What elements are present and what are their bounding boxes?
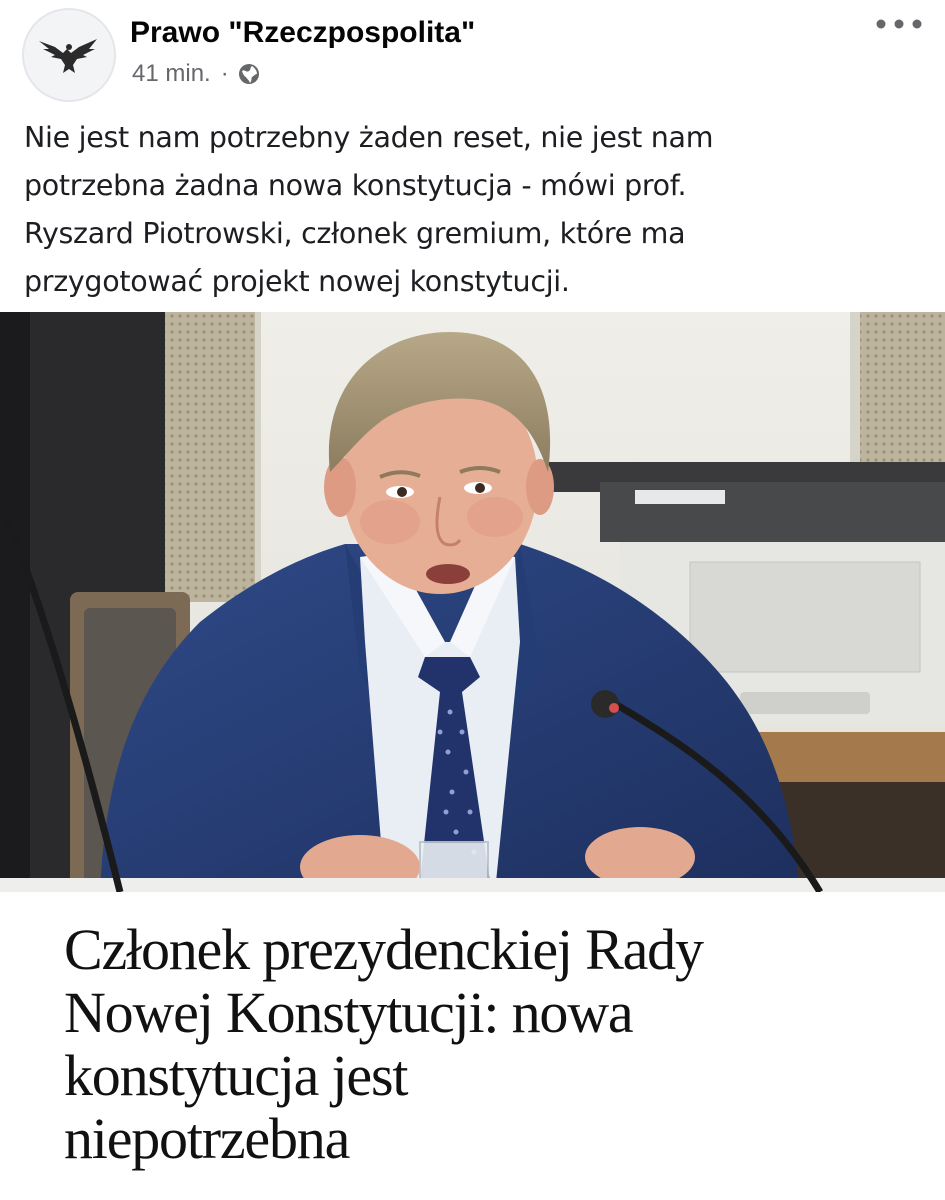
link-headline[interactable] [64, 918, 924, 1170]
post-text-line: Nie jest nam potrzebny żaden reset, nie jest nam [24, 121, 714, 154]
more-horizontal-icon [873, 18, 925, 30]
post-meta [132, 60, 261, 88]
headline-line: konstytucja jest [64, 1043, 408, 1108]
link-preview-image[interactable] [0, 312, 945, 892]
post-timestamp[interactable]: 41 min. [132, 60, 211, 87]
more-options-button[interactable] [871, 6, 927, 42]
meta-separator: · [220, 60, 229, 87]
page-avatar[interactable] [22, 8, 116, 102]
post-text-line: Ryszard Piotrowski, członek gremium, które ma [24, 217, 686, 250]
post-header [0, 0, 945, 115]
headline-line: niepotrzebna [64, 1106, 350, 1171]
post-text-line: przygotować projekt nowej konstytucji. [24, 265, 570, 298]
page-name-link[interactable]: Prawo "Rzeczpospolita" [130, 16, 476, 49]
globe-icon[interactable] [237, 62, 261, 86]
eagle-logo-icon [37, 33, 101, 77]
post-text [24, 114, 904, 306]
post-text-line: potrzebna żadna nowa konstytucja - mówi prof. [24, 169, 687, 202]
headline-line: Członek prezydenckiej Rady [64, 917, 703, 982]
headline-line: Nowej Konstytucji: nowa [64, 980, 633, 1045]
